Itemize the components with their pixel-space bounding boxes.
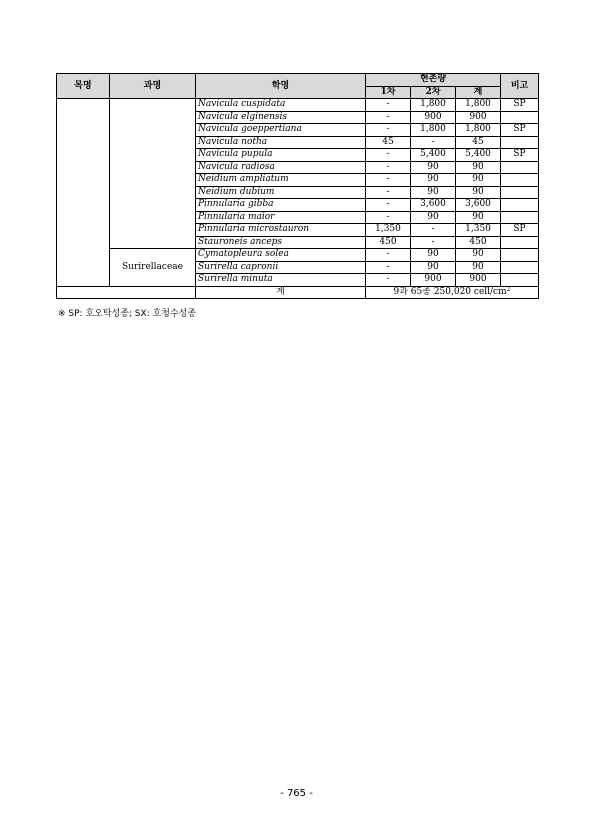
second-count-cell: 1,800 [411,99,456,112]
sum-count-cell: 1,800 [456,99,501,112]
second-count-cell: 90 [411,186,456,199]
scientific-name-cell: Surirella minuta [196,274,366,287]
species-abundance-table [56,73,539,299]
sum-count-cell: 1,800 [456,124,501,137]
total-label: 계 [196,286,366,299]
scientific-name-cell: Navicula goeppertiana [196,124,366,137]
sum-count-cell: 90 [456,186,501,199]
note-cell [501,111,539,124]
sum-count-cell: 90 [456,211,501,224]
table-row [57,249,539,262]
table-row [57,99,539,112]
second-count-cell: 90 [411,261,456,274]
second-count-cell: 1,800 [411,124,456,137]
first-count-cell: - [366,199,411,212]
header-order: 목명 [57,74,110,99]
sum-count-cell: 900 [456,274,501,287]
scientific-name-cell: Stauroneis anceps [196,236,366,249]
note-cell [501,186,539,199]
sum-count-cell: 450 [456,236,501,249]
header-family: 과명 [110,74,196,99]
order-cell [57,99,110,287]
second-count-cell: 90 [411,211,456,224]
note-cell: SP [501,149,539,162]
note-cell [501,249,539,262]
second-count-cell: 3,600 [411,199,456,212]
first-count-cell: - [366,261,411,274]
note-cell [501,261,539,274]
total-unit-superscript: 2 [506,286,511,293]
first-count-cell: - [366,161,411,174]
header-first: 1차 [366,86,411,99]
family-cell [110,99,196,249]
first-count-cell: - [366,124,411,137]
scientific-name-cell: Navicula cuspidata [196,99,366,112]
sum-count-cell: 3,600 [456,199,501,212]
note-cell [501,236,539,249]
first-count-cell: - [366,249,411,262]
header-second: 2차 [411,86,456,99]
first-count-cell: - [366,211,411,224]
note-cell [501,199,539,212]
scientific-name-cell: Pinnularia gibba [196,199,366,212]
total-value: 9과 65종 250,020 cell/cm [393,286,507,297]
table-body [57,99,539,299]
scientific-name-cell: Navicula elginensis [196,111,366,124]
first-count-cell: 450 [366,236,411,249]
second-count-cell: 5,400 [411,149,456,162]
note-cell: SP [501,99,539,112]
sum-count-cell: 5,400 [456,149,501,162]
first-count-cell: 45 [366,136,411,149]
sum-count-cell: 90 [456,174,501,187]
scientific-name-cell: Surirella capronii [196,261,366,274]
header-note: 비고 [501,74,539,99]
scientific-name-cell: Pinnularia microstauron [196,224,366,237]
scientific-name-cell: Neidium dubium [196,186,366,199]
second-count-cell: - [411,224,456,237]
scientific-name-cell: Navicula notha [196,136,366,149]
sum-count-cell: 90 [456,161,501,174]
note-cell [501,274,539,287]
second-count-cell: 900 [411,274,456,287]
first-count-cell: - [366,274,411,287]
header-row-top [57,74,539,87]
first-count-cell: - [366,99,411,112]
note-cell [501,174,539,187]
sum-count-cell: 90 [456,261,501,274]
sum-count-cell: 900 [456,111,501,124]
sum-count-cell: 45 [456,136,501,149]
first-count-cell: - [366,111,411,124]
page-number: - 765 - [280,788,313,799]
first-count-cell: - [366,186,411,199]
scientific-name-cell: Pinnularia maior [196,211,366,224]
second-count-cell: - [411,136,456,149]
scientific-name-cell: Cymatopleura solea [196,249,366,262]
note-cell [501,161,539,174]
second-count-cell: 90 [411,174,456,187]
second-count-cell: 90 [411,161,456,174]
first-count-cell: - [366,174,411,187]
note-cell [501,136,539,149]
total-value-cell [366,286,539,299]
second-count-cell: 90 [411,249,456,262]
scientific-name-cell: Neidium ampliatum [196,174,366,187]
scientific-name-cell: Navicula radiosa [196,161,366,174]
header-abundance: 현존량 [366,74,501,87]
total-row [57,286,539,299]
header-sum: 계 [456,86,501,99]
second-count-cell: - [411,236,456,249]
family-cell-surirellaceae: Surirellaceae [110,249,196,287]
first-count-cell: 1,350 [366,224,411,237]
scientific-name-cell: Navicula pupula [196,149,366,162]
first-count-cell: - [366,149,411,162]
note-cell: SP [501,124,539,137]
header-scientific-name: 학명 [196,74,366,99]
note-cell [501,211,539,224]
note-cell: SP [501,224,539,237]
footnote: ※ SP: 호오탁성종; SX: 호청수성종 [58,309,197,319]
sum-count-cell: 1,350 [456,224,501,237]
total-blank-cell [57,286,196,299]
sum-count-cell: 90 [456,249,501,262]
second-count-cell: 900 [411,111,456,124]
